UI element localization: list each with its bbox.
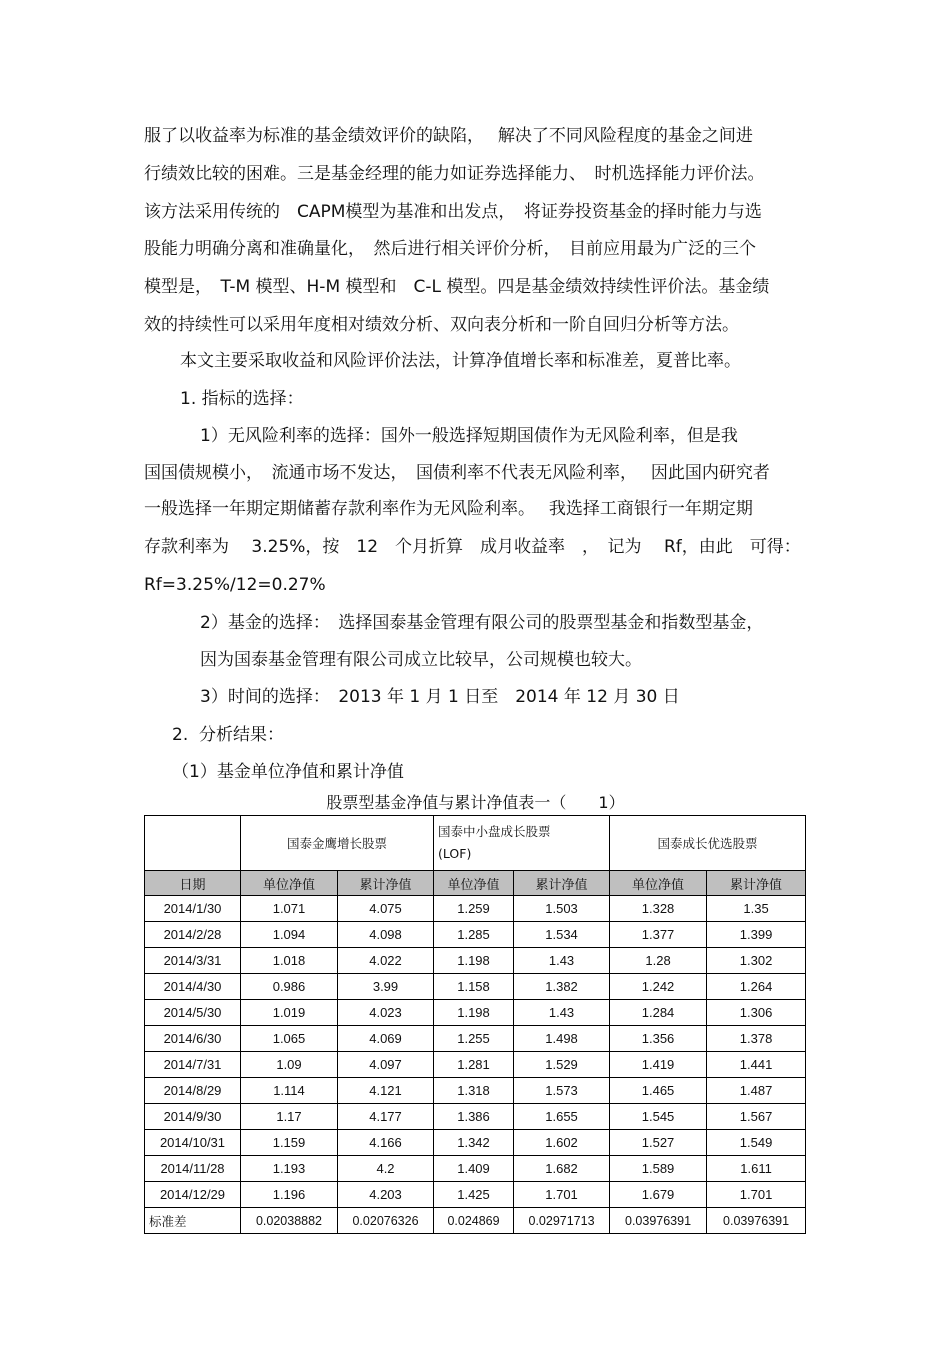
std-cell: 0.02971713 [514, 1208, 610, 1234]
column-header: 日期 [145, 871, 241, 896]
column-header: 累计净值 [338, 871, 434, 896]
std-cell: 0.03976391 [610, 1208, 707, 1234]
value-cell: 1.386 [434, 1104, 514, 1130]
fund-code: (LOF) [438, 846, 472, 861]
value-cell: 1.159 [241, 1130, 338, 1156]
para-line: 服了以收益率为标准的基金绩效评价的缺陷， 解决了不同风险程度的基金之间进 [144, 126, 753, 146]
value-cell: 1.567 [707, 1104, 806, 1130]
value-cell: 1.264 [707, 974, 806, 1000]
value-cell: 1.399 [707, 922, 806, 948]
table-body [145, 896, 806, 1208]
para-line: 2）基金的选择： 选择国泰基金管理有限公司的股票型基金和指数型基金， [200, 613, 764, 633]
value-cell: 1.28 [610, 948, 707, 974]
value-cell: 1.487 [707, 1078, 806, 1104]
date-cell: 2014/6/30 [145, 1026, 241, 1052]
table-row [145, 1052, 806, 1078]
value-cell: 1.527 [610, 1130, 707, 1156]
value-cell: 1.701 [514, 1182, 610, 1208]
std-cell: 0.02038882 [241, 1208, 338, 1234]
date-cell: 2014/5/30 [145, 1000, 241, 1026]
formula: Rf=3.25%/12=0.27% [144, 575, 326, 595]
table-row [145, 1182, 806, 1208]
table-caption: 股票型基金净值与累计净值表一（ 1） [326, 793, 625, 812]
value-cell: 1.198 [434, 1000, 514, 1026]
para-line: 一般选择一年期定期储蓄存款利率作为无风险利率。 我选择工商银行一年期定期 [144, 499, 753, 519]
table-row [145, 1156, 806, 1182]
value-cell: 1.306 [707, 1000, 806, 1026]
value-cell: 4.097 [338, 1052, 434, 1078]
para-line: 存款利率为 3.25%，按 12 个月折算 成月收益率 ， 记为 Rf，由此 可得： [144, 537, 801, 557]
table-row [145, 1000, 806, 1026]
table-row [145, 1104, 806, 1130]
value-cell: 1.43 [514, 1000, 610, 1026]
value-cell: 4.2 [338, 1156, 434, 1182]
value-cell: 1.09 [241, 1052, 338, 1078]
column-header: 单位净值 [610, 871, 707, 896]
value-cell: 1.356 [610, 1026, 707, 1052]
heading-nav: （1）基金单位净值和累计净值 [172, 762, 404, 782]
value-cell: 4.098 [338, 922, 434, 948]
date-cell: 2014/10/31 [145, 1130, 241, 1156]
value-cell: 4.203 [338, 1182, 434, 1208]
value-cell: 1.328 [610, 896, 707, 922]
value-cell: 1.198 [434, 948, 514, 974]
column-header: 单位净值 [434, 871, 514, 896]
value-cell: 1.425 [434, 1182, 514, 1208]
value-cell: 1.284 [610, 1000, 707, 1026]
value-cell: 1.409 [434, 1156, 514, 1182]
value-cell: 0.986 [241, 974, 338, 1000]
fund-name: 国泰中小盘成长股票 [438, 824, 551, 839]
date-cell: 2014/7/31 [145, 1052, 241, 1078]
value-cell: 1.281 [434, 1052, 514, 1078]
table-row [145, 1130, 806, 1156]
date-cell: 2014/12/29 [145, 1182, 241, 1208]
std-label: 标准差 [145, 1208, 241, 1234]
value-cell: 1.377 [610, 922, 707, 948]
value-cell: 1.441 [707, 1052, 806, 1078]
value-cell: 4.022 [338, 948, 434, 974]
para-line: 3）时间的选择： 2013 年 1 月 1 日至 2014 年 12 月 30 日 [200, 687, 680, 707]
value-cell: 1.602 [514, 1130, 610, 1156]
date-cell: 2014/3/31 [145, 948, 241, 974]
para-line: 1）无风险利率的选择：国外一般选择短期国债作为无风险利率，但是我 [200, 426, 738, 446]
value-cell: 1.193 [241, 1156, 338, 1182]
table-row [145, 922, 806, 948]
value-cell: 1.242 [610, 974, 707, 1000]
value-cell: 1.503 [514, 896, 610, 922]
std-cell: 0.024869 [434, 1208, 514, 1234]
table-row [145, 1078, 806, 1104]
value-cell: 4.075 [338, 896, 434, 922]
value-cell: 1.35 [707, 896, 806, 922]
fund-header: 国泰金鹰增长股票 [241, 816, 434, 871]
para-line: 国国债规模小， 流通市场不发达， 国债利率不代表无风险利率， 因此国内研究者 [144, 463, 770, 483]
value-cell: 4.177 [338, 1104, 434, 1130]
value-cell: 1.43 [514, 948, 610, 974]
para-line: 行绩效比较的困难。三是基金经理的能力如证券选择能力、 时机选择能力评价法。 [144, 164, 765, 184]
value-cell: 1.545 [610, 1104, 707, 1130]
value-cell: 1.573 [514, 1078, 610, 1104]
value-cell: 1.302 [707, 948, 806, 974]
value-cell: 1.285 [434, 922, 514, 948]
date-cell: 2014/1/30 [145, 896, 241, 922]
fund-header: 国泰成长优选股票 [610, 816, 806, 871]
value-cell: 4.023 [338, 1000, 434, 1026]
para-line: 效的持续性可以采用年度相对绩效分析、双向表分析和一阶自回归分析等方法。 [144, 315, 739, 335]
header-empty [145, 816, 241, 871]
date-cell: 2014/8/29 [145, 1078, 241, 1104]
table-row [145, 948, 806, 974]
date-cell: 2014/11/28 [145, 1156, 241, 1182]
heading-results: 2. 分析结果： [172, 725, 285, 745]
value-cell: 4.166 [338, 1130, 434, 1156]
std-cell: 0.02076326 [338, 1208, 434, 1234]
value-cell: 1.318 [434, 1078, 514, 1104]
table-row [145, 896, 806, 922]
nav-table [144, 815, 806, 1234]
para-summary: 本文主要采取收益和风险评价法法，计算净值增长率和标准差，夏普比率。 [180, 351, 741, 371]
value-cell: 1.701 [707, 1182, 806, 1208]
value-cell: 1.158 [434, 974, 514, 1000]
date-cell: 2014/4/30 [145, 974, 241, 1000]
column-header: 累计净值 [514, 871, 610, 896]
value-cell: 1.378 [707, 1026, 806, 1052]
value-cell: 1.196 [241, 1182, 338, 1208]
value-cell: 1.018 [241, 948, 338, 974]
table-row [145, 1026, 806, 1052]
column-header: 单位净值 [241, 871, 338, 896]
value-cell: 1.255 [434, 1026, 514, 1052]
date-cell: 2014/9/30 [145, 1104, 241, 1130]
date-cell: 2014/2/28 [145, 922, 241, 948]
value-cell: 1.065 [241, 1026, 338, 1052]
column-header: 累计净值 [707, 871, 806, 896]
value-cell: 1.498 [514, 1026, 610, 1052]
para-line: 模型是， T-M 模型、H-M 模型和 C-L 模型。四是基金绩效持续性评价法。基金绩 [144, 277, 770, 297]
value-cell: 1.534 [514, 922, 610, 948]
value-cell: 1.611 [707, 1156, 806, 1182]
value-cell: 1.342 [434, 1130, 514, 1156]
value-cell: 1.382 [514, 974, 610, 1000]
value-cell: 1.17 [241, 1104, 338, 1130]
value-cell: 1.549 [707, 1130, 806, 1156]
para-line: 该方法采用传统的 CAPM模型为基准和出发点， 将证券投资基金的择时能力与选 [144, 202, 762, 222]
value-cell: 1.019 [241, 1000, 338, 1026]
table-row [145, 974, 806, 1000]
heading-indicators: 1. 指标的选择： [180, 389, 304, 409]
value-cell: 1.465 [610, 1078, 707, 1104]
value-cell: 4.121 [338, 1078, 434, 1104]
value-cell: 1.682 [514, 1156, 610, 1182]
value-cell: 4.069 [338, 1026, 434, 1052]
value-cell: 1.419 [610, 1052, 707, 1078]
std-cell: 0.03976391 [707, 1208, 806, 1234]
para-line: 因为国泰基金管理有限公司成立比较早，公司规模也较大。 [200, 650, 642, 670]
para-line: 股能力明确分离和准确量化， 然后进行相关评价分析， 目前应用最为广泛的三个 [144, 239, 756, 259]
value-cell: 1.529 [514, 1052, 610, 1078]
value-cell: 1.071 [241, 896, 338, 922]
value-cell: 1.094 [241, 922, 338, 948]
value-cell: 1.589 [610, 1156, 707, 1182]
value-cell: 1.679 [610, 1182, 707, 1208]
value-cell: 1.259 [434, 896, 514, 922]
value-cell: 1.655 [514, 1104, 610, 1130]
value-cell: 1.114 [241, 1078, 338, 1104]
fund-header [434, 816, 610, 871]
value-cell: 3.99 [338, 974, 434, 1000]
